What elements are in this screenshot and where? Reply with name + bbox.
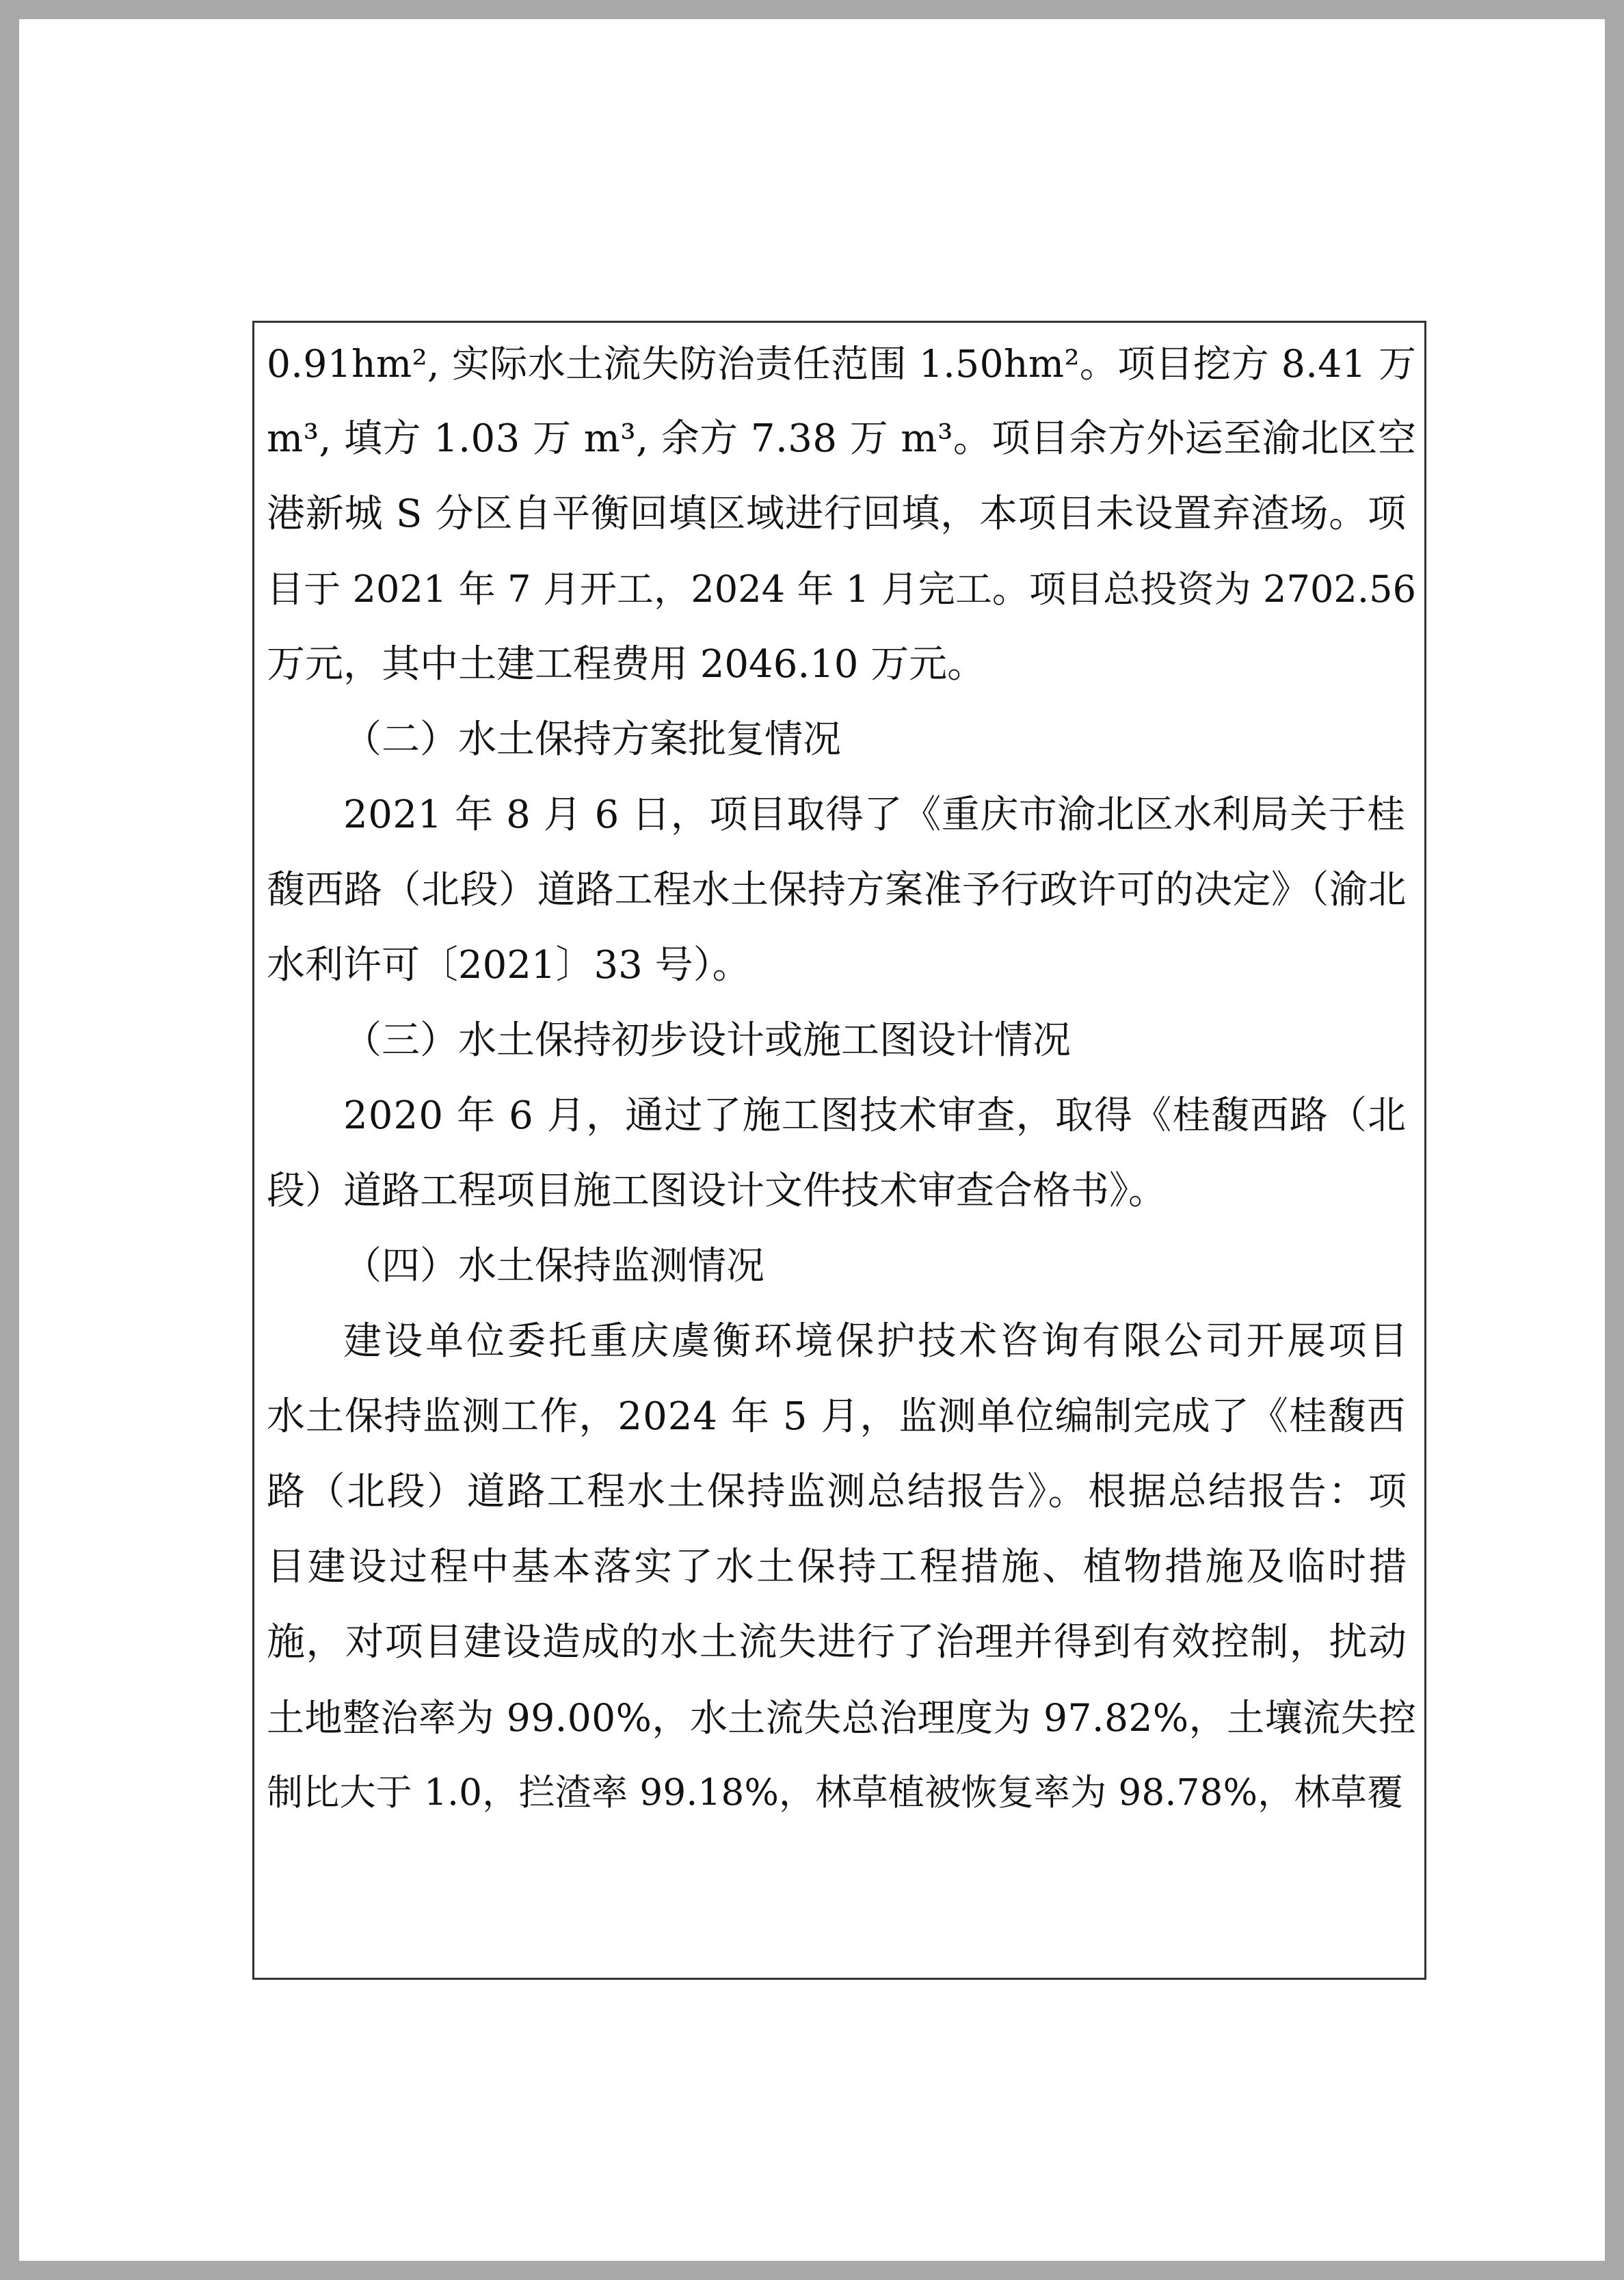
text-line: 万元，其中土建工程费用 2046.10 万元。 [267, 642, 986, 687]
text-line: 土地整治率为 99.00%，水土流失总治理度为 97.82%，土壤流失控 [267, 1696, 1417, 1740]
text-line: 目于 2021 年 7 月开工，2024 年 1 月完工。项目总投资为 2702.56 [267, 568, 1417, 611]
text-line: 馥西路（北段）道路工程水土保持方案准予行政许可的决定》（渝北 [267, 868, 1407, 912]
text-line: 0.91hm², 实际水土流失防治责任范围 1.50hm²。项目挖方 8.41 万 [267, 342, 1417, 386]
text-line: m³, 填方 1.03 万 m³, 余方 7.38 万 m³。项目余方外运至渝北区空 [267, 416, 1417, 461]
section-heading: （二）水土保持方案批复情况 [343, 717, 841, 762]
text-line: 施，对项目建设造成的水土流失进行了治理并得到有效控制，扰动 [267, 1620, 1408, 1665]
text-frame [252, 321, 1426, 1980]
paragraph-first-line: 2021 年 8 月 6 日，项目取得了《重庆市渝北区水利局关于桂 [343, 793, 1406, 837]
paragraph-first-line: 建设单位委托重庆虞衡环境保护技术咨询有限公司开展项目 [343, 1319, 1411, 1364]
document-page [19, 19, 1605, 2261]
text-line: 段）道路工程项目施工图设计文件技术审查合格书》。 [267, 1169, 1167, 1213]
section-heading: （三）水土保持初步设计或施工图设计情况 [343, 1018, 1071, 1063]
paragraph-first-line: 2020 年 6 月，通过了施工图技术审查，取得《桂馥西路（北 [343, 1093, 1407, 1138]
text-line: 港新城 S 分区自平衡回填区域进行回填，本项目未设置弃渣场。项 [267, 492, 1407, 536]
text-line: 路（北段）道路工程水土保持监测总结报告》。根据总结报告：项 [267, 1470, 1409, 1514]
text-line: 目建设过程中基本落实了水土保持工程措施、植物措施及临时措 [267, 1545, 1410, 1589]
text-line: 水土保持监测工作，2024 年 5 月，监测单位编制完成了《桂馥西 [267, 1394, 1407, 1439]
text-line: 水利许可〔2021〕33 号）。 [267, 943, 751, 987]
section-heading: （四）水土保持监测情况 [343, 1244, 764, 1288]
text-line: 制比大于 1.0，拦渣率 99.18%，林草植被恢复率为 98.78%，林草覆 [267, 1772, 1404, 1814]
